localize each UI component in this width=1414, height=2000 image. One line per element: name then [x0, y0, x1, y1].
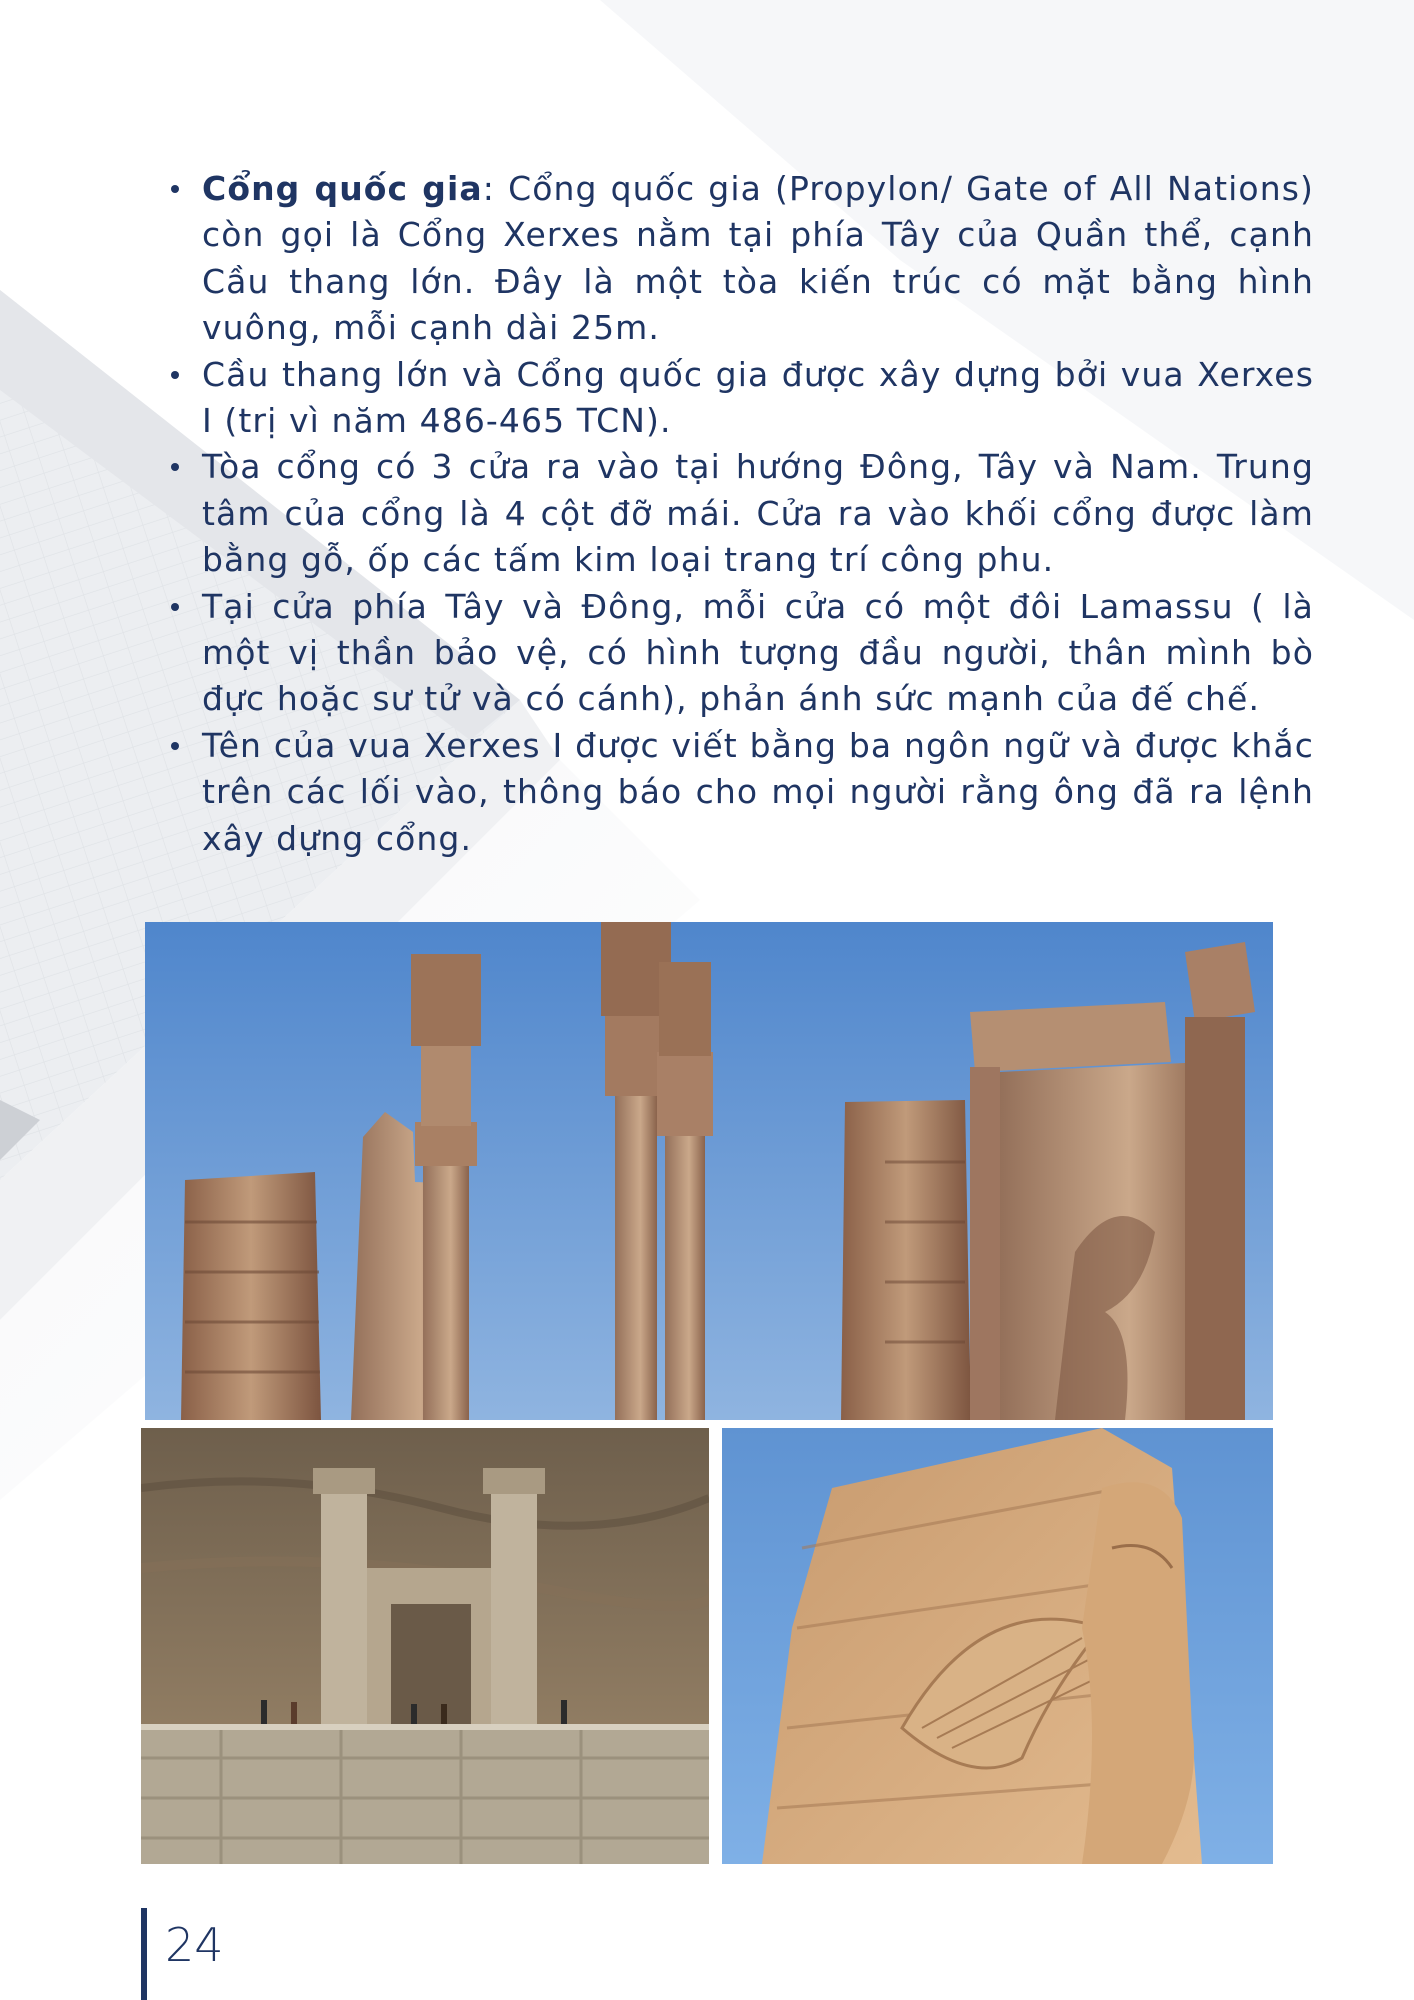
bullet-term: Cổng quốc gia: [202, 169, 483, 208]
bullet-item: [202, 584, 1314, 723]
bullet-text: Tên của vua Xerxes I được viết bằng ba ngôn ngữ và được khắc trên các lối vào, thông báo cho mọi người rằng ông đã ra lệnh xây dựng cổng.: [202, 725, 1314, 858]
bullet-text: Cầu thang lớn và Cổng quốc gia được xây dựng bởi vua Xerxes I (trị vì năm 486-465 TCN).: [202, 354, 1314, 441]
gate-cliff-photo: [141, 1428, 709, 1864]
bullet-item: [202, 723, 1314, 862]
bullet-list: [160, 166, 1314, 862]
bullet-item: [202, 166, 1314, 352]
gate-columns-photo: [145, 922, 1273, 1420]
page-number-bar: [141, 1908, 147, 2000]
lamassu-photo: [722, 1428, 1273, 1864]
bullet-item: [202, 444, 1314, 583]
bullet-text: : Cổng quốc gia (Propylon/ Gate of All Nations) còn gọi là Cổng Xerxes nằm tại phía Tây của Quần thể, cạnh Cầu thang lớn. Đây là một tòa kiến trúc có mặt bằng hình vuông, mỗi cạnh dài 25m.: [202, 169, 1314, 348]
bullet-text: Tại cửa phía Tây và Đông, mỗi cửa có một đôi Lamassu ( là một vị thần bảo vệ, có hình tượng đầu người, thân mình bò đực hoặc sư tử và có cánh), phản ánh sức mạnh của đế chế.: [202, 586, 1314, 719]
bullet-item: [202, 352, 1314, 445]
bullet-text: Tòa cổng có 3 cửa ra vào tại hướng Đông, Tây và Nam. Trung tâm của cổng là 4 cột đỡ mái. Cửa ra vào khối cổng được làm bằng gỗ, ốp các tấm kim loại trang trí công phu.: [202, 447, 1314, 580]
page-number: 24: [165, 1918, 224, 1972]
